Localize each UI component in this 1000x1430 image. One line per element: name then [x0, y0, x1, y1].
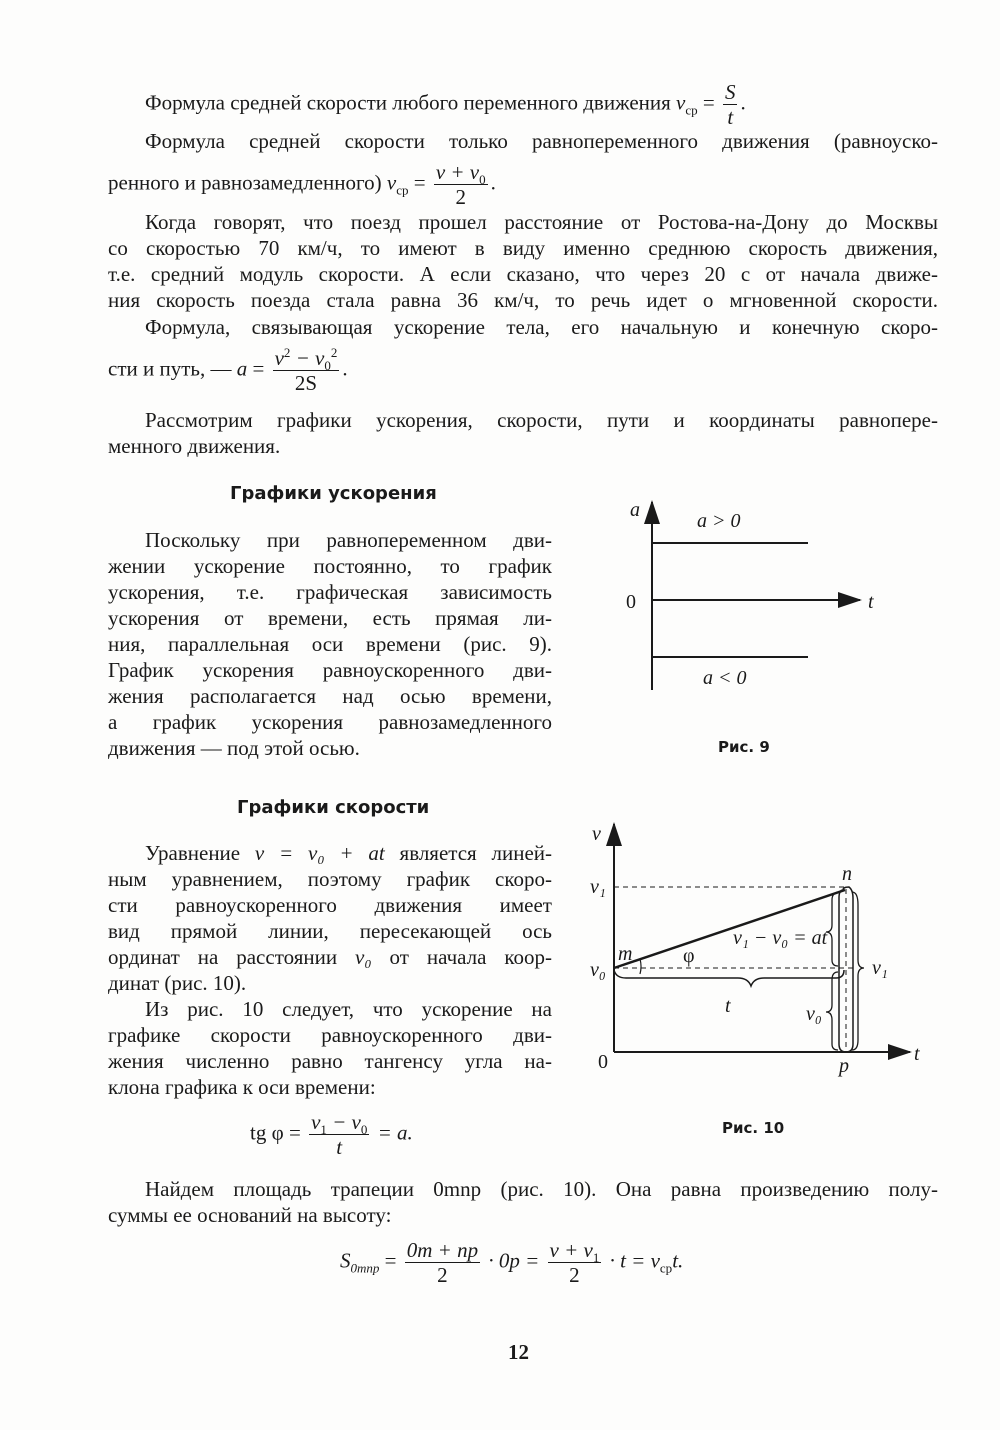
symbol: = [384, 1248, 397, 1273]
symbol: v [650, 1248, 660, 1273]
paragraph-line: вид прямой линии, пересекающей ось [108, 919, 552, 943]
region-label: a > 0 [697, 510, 741, 532]
v0-brace [826, 972, 838, 1050]
symbol: v [311, 1110, 321, 1134]
text: сти и путь, — [108, 356, 232, 381]
axis-label: t [868, 591, 874, 613]
symbol: v [386, 170, 397, 195]
symbol: 2 [569, 1263, 580, 1287]
diff-brace [826, 892, 840, 966]
paragraph-line: менного движения. [108, 434, 281, 458]
symbol: 0 [324, 358, 331, 373]
symbol: = [413, 170, 426, 195]
symbol: 2S [294, 371, 318, 395]
paragraph-line: ускорения от времени, есть прямая ли- [108, 606, 552, 630]
paragraph-line: График ускорения равноускоренного дви- [108, 658, 552, 682]
v1-brace-label: v₁ [872, 957, 888, 979]
text: Формула средней скорости любого переменного движения [145, 90, 671, 115]
paragraph-line: жении ускорение постоянно, то график [108, 554, 552, 578]
paragraph-line: Рассмотрим графики ускорения, скорости, пути и координаты равнопере- [145, 408, 938, 432]
symbol: · t = [609, 1248, 646, 1273]
region-label: a < 0 [703, 667, 747, 689]
figure-9-acceleration-graph [626, 499, 874, 690]
symbol: 2 [455, 185, 466, 209]
difference-label: v₁ − v₀ = at [733, 927, 828, 949]
equation: v = v₀ + at [254, 841, 385, 865]
symbol: = a. [377, 1120, 413, 1145]
paragraph-line: т.е. средний модуль скорости. А если сказано, что через 20 с от начала движе- [108, 262, 938, 286]
paragraph-line: жения располагается над осью времени, [108, 684, 552, 708]
origin-label: 0 [598, 1051, 608, 1073]
symbol: S [724, 80, 736, 104]
paragraph-line: суммы ее оснований на высоту: [108, 1203, 392, 1227]
symbol: 2 [330, 345, 338, 360]
symbol: t. [672, 1248, 684, 1273]
symbol: · 0p = [488, 1248, 540, 1273]
section-heading-velocity: Графики скорости [237, 797, 430, 818]
symbol: a [236, 356, 248, 381]
symbol: S [340, 1248, 351, 1273]
symbol: 0 [360, 1122, 368, 1137]
symbol: ср [685, 102, 698, 118]
text: Уравнение [145, 841, 241, 865]
figure-10-caption: Рис. 10 [722, 1119, 785, 1137]
symbol: v₀ [355, 945, 372, 969]
point-p-label: p [839, 1055, 849, 1077]
paragraph-line: ускорения, т.е. графическая зависимость [108, 580, 552, 604]
figure-9-caption: Рис. 9 [718, 738, 770, 756]
symbol: v + v [435, 160, 480, 184]
paragraph-line: клона графика к оси времени: [108, 1075, 376, 1099]
symbol: 0mnp [350, 1260, 380, 1276]
paragraph-line: ния, параллельная оси времени (рис. 9). [108, 632, 552, 656]
text: является линей- [399, 841, 553, 865]
symbol: v [274, 346, 284, 370]
symbol: ср [659, 1260, 673, 1276]
paragraph-line: Формула, связывающая ускорение тела, его начальную и конечную скоро- [145, 315, 938, 339]
symbol: t [336, 1135, 343, 1159]
section-heading-acceleration: Графики ускорения [230, 483, 437, 504]
paragraph-line: Формула средней скорости только равнопеременного движения (равноуско- [145, 129, 938, 153]
v1-label: v₁ [590, 876, 606, 898]
paragraph-line: ния скорость поезда стала равна 36 км/ч, то речь идет о мгновенной скорости. [108, 288, 938, 312]
paragraph-line: графике скорости равноускоренного дви- [108, 1023, 552, 1047]
page-number: 12 [508, 1340, 529, 1364]
symbol: 2 [437, 1263, 448, 1287]
axis-label: v [592, 823, 601, 845]
paragraph-line: Когда говорят, что поезд прошел расстояние от Ростова-на-Дону до Москвы [145, 210, 938, 234]
angle-label: φ [683, 945, 695, 967]
symbol: − v [290, 346, 325, 370]
paragraph-line: ным уравнением, поэтому график скоро- [108, 867, 552, 891]
axis-label: a [630, 499, 640, 521]
v1-brace [852, 892, 864, 1050]
paragraph-line: сти равноускоренного движения имеет [108, 893, 552, 917]
symbol: = [288, 1120, 301, 1145]
symbol: ср [396, 182, 409, 198]
origin-label: 0 [626, 591, 636, 613]
axis-label: t [914, 1043, 920, 1065]
symbol: = [702, 90, 715, 115]
paragraph-line: со скоростью 70 км/ч, то имеют в виду именно среднюю скорость движения, [108, 236, 938, 260]
symbol: v + v [549, 1238, 593, 1262]
symbol: 0m + np [406, 1238, 479, 1262]
t-brace-label: t [725, 995, 731, 1017]
text: ординат на расстоянии [108, 945, 338, 969]
symbol: 2 [283, 345, 291, 360]
t-brace [614, 970, 844, 986]
symbol: t [727, 105, 734, 129]
symbol: tg φ [250, 1120, 284, 1145]
paragraph-line: движения — под этой осью. [108, 736, 360, 760]
text: от начала коор- [389, 945, 552, 969]
point-m-label: m [618, 943, 633, 965]
symbol: 1 [320, 1122, 327, 1137]
symbol: v [676, 90, 686, 115]
symbol: . [342, 356, 348, 381]
paragraph-line: Поскольку при равнопеременном дви- [145, 528, 552, 552]
angle-arc [640, 959, 641, 974]
symbol: = [252, 356, 265, 381]
symbol: 1 [592, 1250, 600, 1265]
paragraph-line: а график ускорения равнозамедленного [108, 710, 552, 734]
symbol: − v [326, 1110, 361, 1134]
symbol: . [740, 90, 746, 115]
v0-brace-label: v₀ [806, 1003, 822, 1025]
v0-label: v₀ [590, 959, 606, 981]
paragraph-line: Найдем площадь трапеции 0mnp (рис. 10). Она равна произведению полу- [145, 1177, 938, 1201]
symbol: 0 [479, 172, 486, 187]
paragraph-line: Из рис. 10 следует, что ускорение на [145, 997, 552, 1021]
text: ренного и равнозамедленного) [108, 170, 382, 195]
paragraph-line: жения численно равно тангенсу угла на- [108, 1049, 552, 1073]
symbol: . [490, 170, 496, 195]
paragraph-line: динат (рис. 10). [108, 971, 247, 995]
figure-10-velocity-graph [590, 823, 920, 1077]
point-n-label: n [842, 863, 852, 885]
